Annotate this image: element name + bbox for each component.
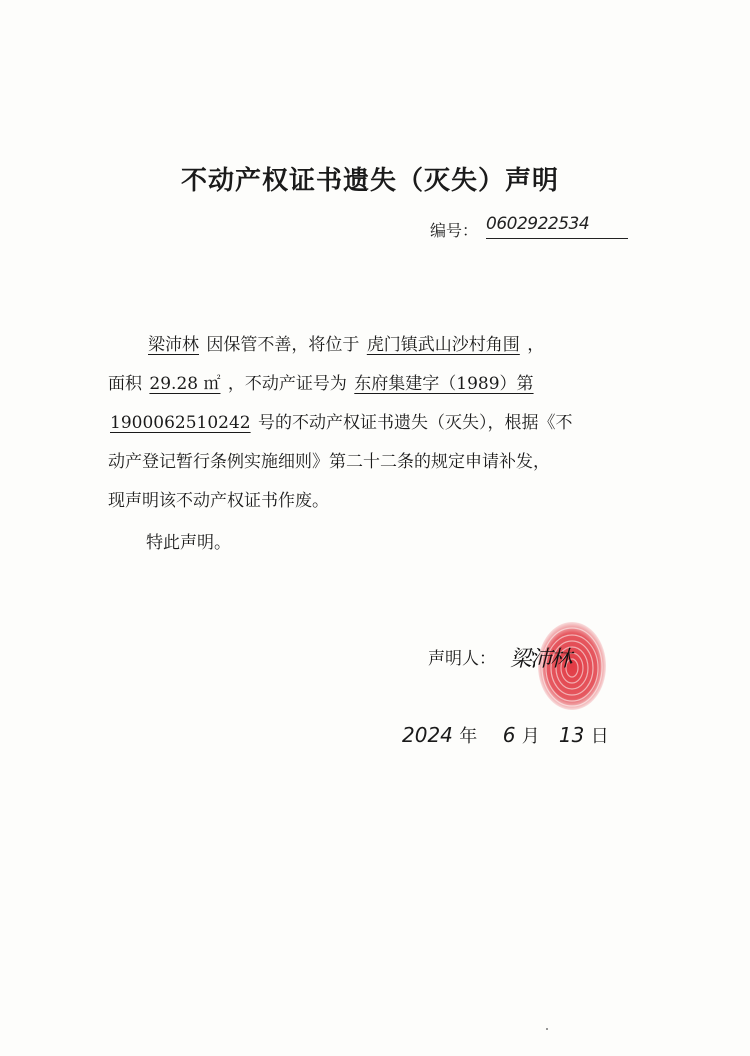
area-value: 29.28 ㎡ [149, 374, 221, 394]
body-text-5: 动产登记暂行条例实施细则》第二十二条的规定申请补发， [108, 452, 550, 472]
declarant-signature: 梁沛林 [510, 647, 571, 672]
date-day: 13 [558, 723, 585, 747]
declaration-date [402, 722, 609, 748]
owner-name: 梁沛林 [148, 335, 199, 355]
body-line-4 [108, 443, 638, 482]
body-text-6: 现声明该不动产权证书作废。 [108, 491, 329, 511]
certificate-number: 1900062510242 [110, 413, 251, 433]
document-number-row [430, 214, 630, 240]
date-month: 6 [502, 723, 516, 747]
body-line-1 [108, 326, 638, 365]
area-label: 面积 [108, 374, 142, 394]
body-text-3: ，不动产证号为 [227, 374, 347, 394]
body-text-2: ， [527, 335, 545, 355]
property-location: 虎门镇武山沙村角围 [366, 335, 520, 355]
date-month-unit: 月 [521, 726, 540, 747]
number-value-handwritten: 0602922534 [486, 214, 628, 239]
body-line-5 [108, 482, 638, 521]
date-day-unit: 日 [590, 726, 609, 747]
closing-statement: 特此声明。 [146, 533, 231, 553]
body-line-3 [108, 404, 638, 443]
body-line-2 [108, 365, 638, 404]
body-text-1: 因保管不善，将位于 [206, 335, 360, 355]
declaration-body [108, 326, 638, 521]
body-text-4: 号的不动产权证书遗失（灭失），根据《不 [258, 413, 573, 433]
document-title: 不动产权证书遗失（灭失）声明 [180, 166, 559, 196]
certificate-prefix: 东府集建字（1989）第 [354, 374, 534, 394]
date-year: 2024 [402, 723, 453, 747]
declarant-label: 声明人： [428, 649, 496, 669]
scan-speck [546, 1028, 548, 1030]
number-label: 编号： [430, 221, 479, 240]
date-year-unit: 年 [459, 726, 478, 747]
